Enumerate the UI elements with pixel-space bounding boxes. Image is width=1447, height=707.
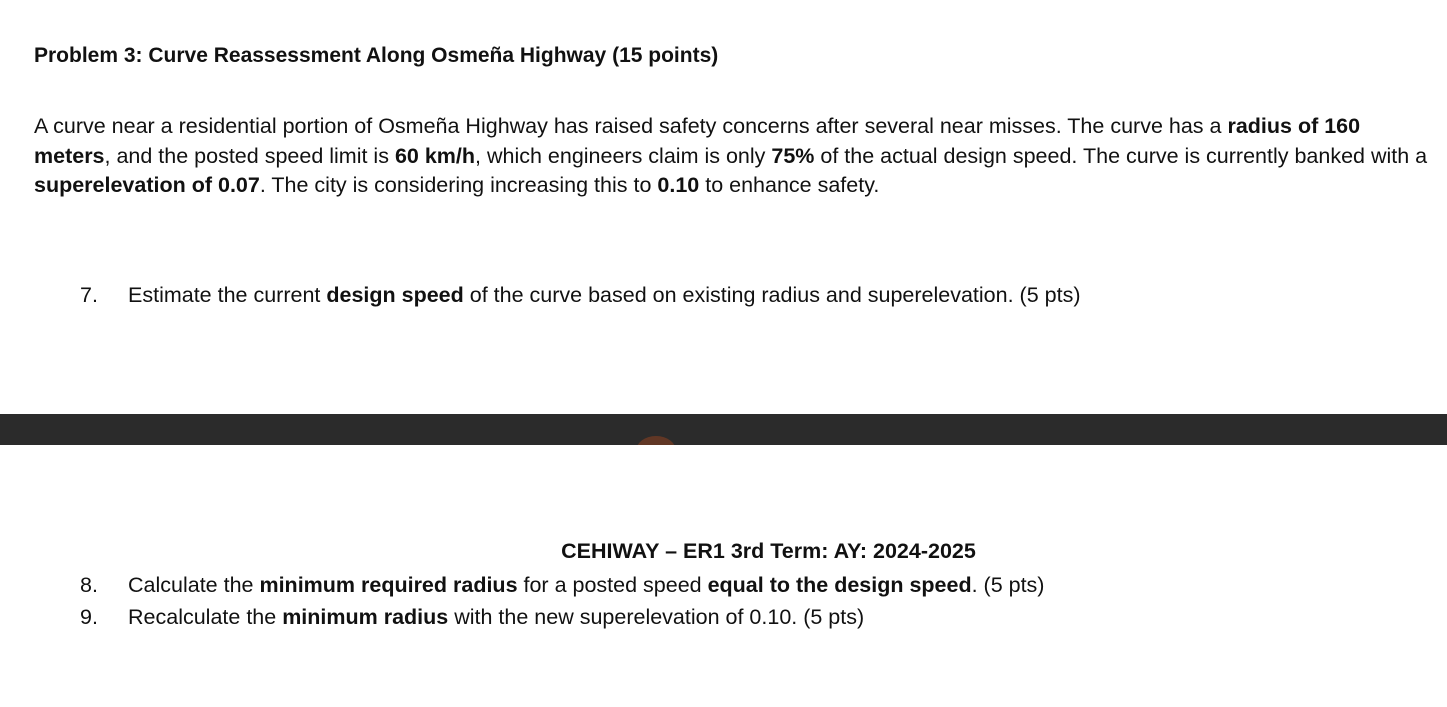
text-run: A curve near a residential portion of Osmeña Highway has raised safety concerns after several near misses. The curve has a: [34, 114, 1228, 138]
text-run: , and the posted speed limit is: [104, 143, 395, 168]
problem-title: Problem 3: Curve Reassessment Along Osmeña Highway (15 points): [34, 44, 719, 67]
bold-text-run: minimum radius: [282, 605, 449, 629]
question-text: [128, 281, 1080, 309]
text-run: Calculate the: [128, 573, 260, 597]
question-number: 9.: [80, 605, 98, 629]
text-run: for a posted speed: [517, 573, 708, 597]
text-run: of the actual design speed. The curve is currently banked with a: [814, 143, 1428, 168]
bold-text-run: equal to the design speed: [707, 573, 972, 597]
bold-text-run: design speed: [326, 283, 464, 307]
text-run: . The city is considering increasing this to: [259, 173, 658, 197]
question-number: 8.: [80, 573, 98, 597]
text-run: with the new superelevation of 0.10. (5 pts): [448, 605, 865, 629]
text-run: . (5 pts): [971, 573, 1045, 597]
bold-text-run: 60 km/h: [394, 143, 476, 168]
course-header: CEHIWAY – ER1 3rd Term: AY: 2024-2025: [561, 539, 976, 563]
question-text: [128, 571, 1044, 599]
problem-intro: [34, 112, 1429, 201]
bold-text-run: minimum required radius: [259, 573, 518, 597]
text-run: to enhance safety.: [699, 173, 880, 197]
text-run: Estimate the current: [128, 283, 327, 307]
bold-text-run: superelevation of 0.07: [34, 173, 260, 197]
page-break-bar: [0, 414, 1447, 445]
bold-text-run: radius of 160 meters: [34, 114, 1361, 168]
question-number: 7.: [80, 283, 98, 307]
text-run: of the curve based on existing radius and superelevation. (5 pts): [463, 283, 1081, 307]
bold-text-run: 0.10: [657, 173, 700, 197]
question-text: [128, 603, 864, 631]
text-run: Recalculate the: [128, 605, 283, 629]
cursor-shadow: [636, 436, 676, 445]
text-run: , which engineers claim is only: [475, 143, 772, 168]
bold-text-run: 75%: [771, 143, 815, 168]
